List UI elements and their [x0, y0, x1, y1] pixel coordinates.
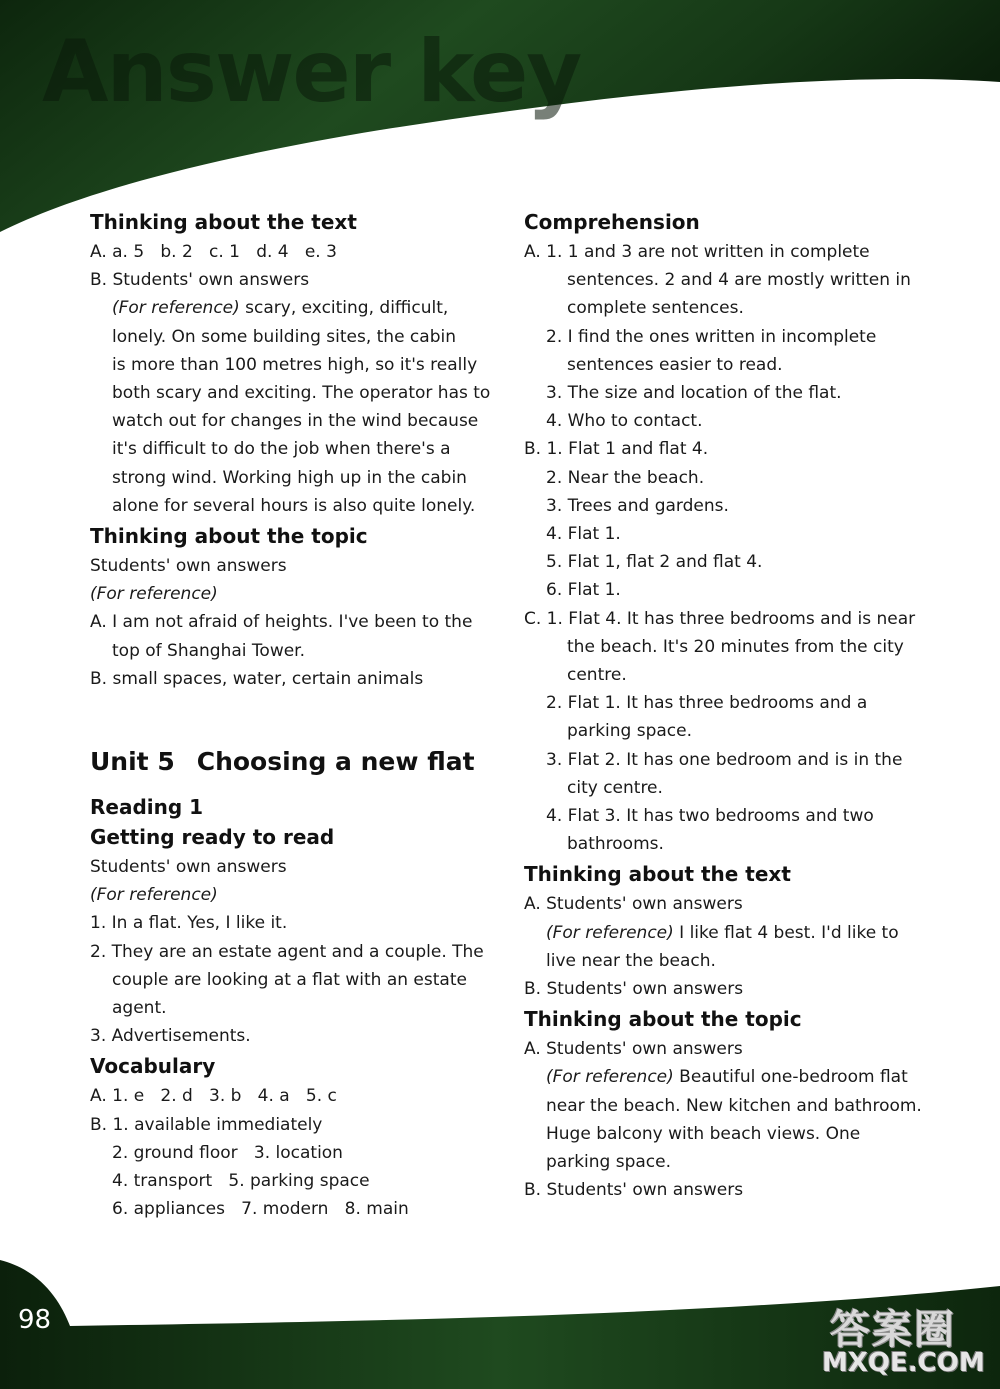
right-column	[524, 206, 954, 1205]
unit-number: Unit 5	[90, 747, 175, 777]
answer-line: Students' own answers	[90, 556, 287, 577]
answer-line: 5. Flat 1, flat 2 and flat 4.	[546, 552, 763, 573]
section-heading: Thinking about the text	[524, 862, 791, 887]
answer-line: B. 1. available immediately	[90, 1114, 323, 1135]
answer-line: B. Students' own answers	[524, 979, 744, 1000]
unit-title	[90, 745, 510, 779]
answer-line: 3. The size and location of the flat.	[546, 383, 842, 404]
answer-line: Students' own answers	[90, 857, 287, 878]
answer-text: Beautiful one-bedroom flat	[673, 1067, 908, 1088]
answer-line	[90, 580, 510, 608]
answer-line	[90, 294, 510, 322]
for-reference-label: (For reference)	[90, 885, 218, 906]
answer-line: alone for several hours is also quite lonely.	[112, 495, 476, 516]
watermark-logo-text: 答案圈	[830, 1307, 956, 1353]
left-column	[90, 206, 510, 1223]
section-heading: Getting ready to read	[90, 825, 335, 850]
for-reference-label: (For reference)	[112, 298, 240, 319]
answer-line	[524, 919, 954, 947]
answer-line: is more than 100 metres high, so it's really	[112, 354, 478, 375]
answer-line: B. Students' own answers	[524, 1180, 744, 1201]
answer-line: sentences easier to read.	[567, 354, 783, 375]
answer-text: scary, exciting, difficult,	[239, 298, 449, 319]
answer-line: 6. appliances 7. modern 8. main	[112, 1199, 409, 1220]
for-reference-label: (For reference)	[546, 1067, 674, 1088]
section-heading: Comprehension	[524, 210, 700, 234]
answer-line: B. small spaces, water, certain animals	[90, 668, 424, 689]
answer-line: 2. Flat 1. It has three bedrooms and a	[546, 693, 868, 714]
answer-line: B. 1. Flat 1 and flat 4.	[524, 439, 709, 460]
answer-line: strong wind. Working high up in the cabin	[112, 467, 467, 488]
site-watermark	[818, 1298, 988, 1384]
answer-line: city centre.	[567, 777, 663, 798]
unit-name: Choosing a new flat	[196, 747, 475, 777]
answer-line: top of Shanghai Tower.	[112, 640, 306, 661]
answer-line: sentences. 2 and 4 are mostly written in	[567, 270, 911, 291]
section-heading: Vocabulary	[90, 1054, 216, 1079]
for-reference-label: (For reference)	[90, 584, 218, 605]
for-reference-label: (For reference)	[546, 922, 674, 943]
page-number: 98	[18, 1305, 52, 1335]
answer-line: the beach. It's 20 minutes from the city	[567, 636, 904, 657]
answer-line	[524, 1063, 954, 1091]
answer-line: it's difficult to do the job when there's a	[112, 439, 451, 460]
section-heading: Thinking about the topic	[524, 1007, 802, 1032]
answer-line: 6. Flat 1.	[546, 580, 621, 601]
answer-line: 4. transport 5. parking space	[112, 1171, 370, 1192]
answer-line: couple are looking at a flat with an estate	[112, 969, 467, 990]
answer-line: A. Students' own answers	[524, 894, 743, 915]
answer-text: I like flat 4 best. I'd like to	[673, 922, 899, 943]
answer-line: 4. Who to contact.	[546, 411, 703, 432]
section-heading: Thinking about the topic	[90, 524, 368, 549]
section-heading: Thinking about the text	[90, 210, 357, 234]
answer-line: bathrooms.	[567, 834, 664, 855]
answer-line: 4. Flat 3. It has two bedrooms and two	[546, 806, 874, 827]
answer-line: A. I am not afraid of heights. I've been to the	[90, 612, 473, 633]
answer-line: B. Students' own answers	[90, 270, 310, 291]
answer-line: near the beach. New kitchen and bathroom.	[546, 1095, 922, 1116]
reading-heading: Reading 1	[90, 795, 204, 820]
answer-line: 3. Trees and gardens.	[546, 495, 729, 516]
answer-line: A. 1. e 2. d 3. b 4. a 5. c	[90, 1086, 337, 1107]
answer-line: C. 1. Flat 4. It has three bedrooms and is near	[524, 608, 916, 629]
answer-line: watch out for changes in the wind because	[112, 411, 479, 432]
answer-line: agent.	[112, 998, 167, 1019]
answer-line: both scary and exciting. The operator has to	[112, 383, 491, 404]
answer-line: 3. Advertisements.	[90, 1026, 251, 1047]
answer-line: 2. Near the beach.	[546, 467, 705, 488]
answer-line: live near the beach.	[546, 950, 716, 971]
answer-line: Huge balcony with beach views. One	[546, 1123, 861, 1144]
answer-line	[90, 881, 510, 909]
answer-line: complete sentences.	[567, 298, 744, 319]
watermark-url: MXQE.COM	[822, 1348, 985, 1378]
answer-line: centre.	[567, 665, 627, 686]
answer-line: A. Students' own answers	[524, 1039, 743, 1060]
answer-line: A. a. 5 b. 2 c. 1 d. 4 e. 3	[90, 242, 337, 262]
answer-line: parking space.	[546, 1152, 672, 1173]
answer-line: lonely. On some building sites, the cabin	[112, 326, 456, 347]
answer-line: parking space.	[567, 721, 693, 742]
answer-line: 4. Flat 1.	[546, 524, 621, 545]
answer-line: A. 1. 1 and 3 are not written in complete	[524, 242, 870, 262]
answer-line: 1. In a flat. Yes, I like it.	[90, 913, 288, 934]
answer-line: 2. They are an estate agent and a couple. The	[90, 941, 484, 962]
answer-line: 3. Flat 2. It has one bedroom and is in the	[546, 749, 903, 770]
page-title: Answer key	[42, 22, 581, 122]
answer-line: 2. I find the ones written in incomplete	[546, 326, 877, 347]
answer-line: 2. ground floor 3. location	[112, 1142, 343, 1163]
